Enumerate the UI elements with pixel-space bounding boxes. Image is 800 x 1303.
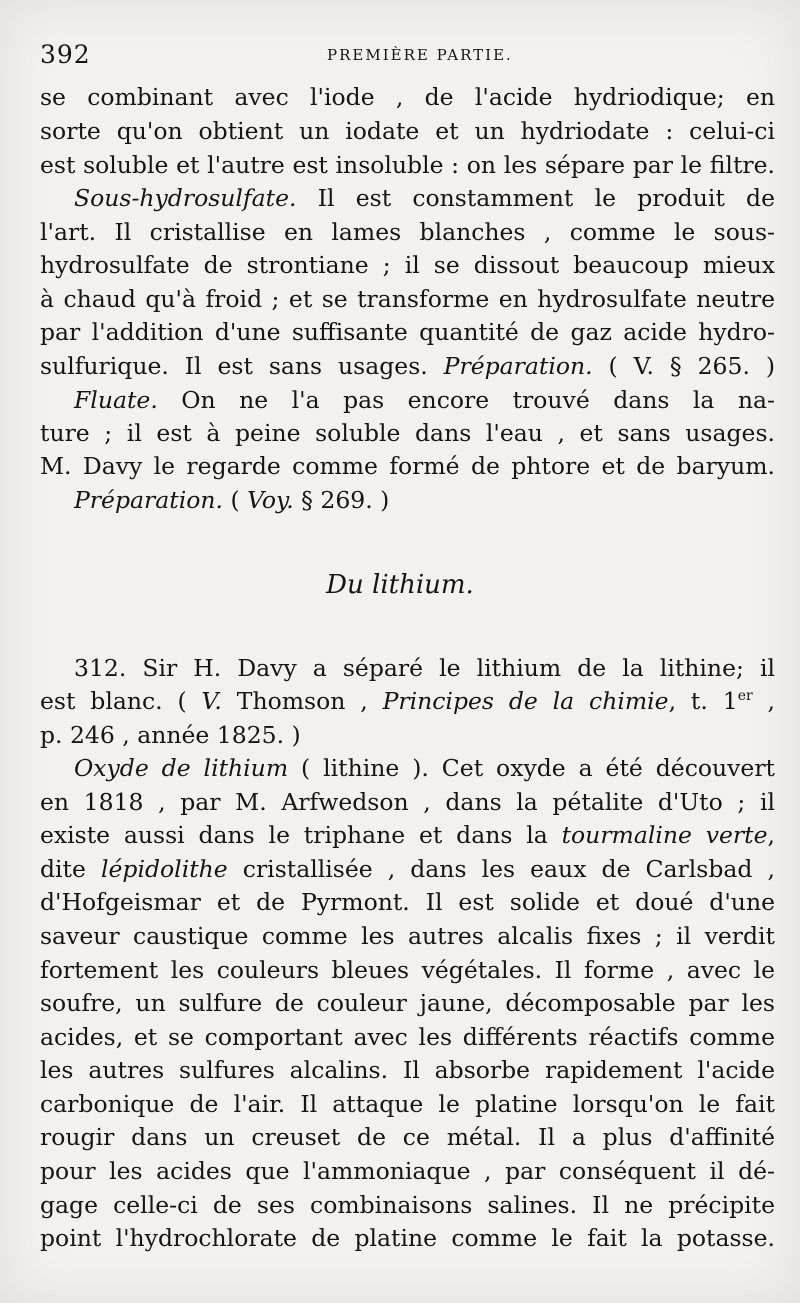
text-run: est blanc. ( — [40, 687, 202, 715]
text-run: ture ; il est à peine soluble dans l'eau , et sans usages. — [40, 419, 775, 447]
text-line — [40, 248, 775, 282]
text-run: point l'hydrochlorate de platine comme le fait la potasse. — [40, 1224, 775, 1252]
text-run: p. 246 , année 1825. ) — [40, 721, 301, 749]
text-run: rougir dans un creuset de ce métal. Il a plus d'affinité — [40, 1123, 775, 1151]
text-line — [40, 1221, 775, 1255]
text-line — [40, 1154, 775, 1188]
text-run: ( — [222, 486, 248, 514]
text-run: On ne l'a pas encore trouvé dans la na- — [157, 386, 775, 414]
italic-run: Préparation. — [74, 486, 223, 514]
text-line — [40, 114, 775, 148]
text-run: ( V. § 265. ) — [592, 352, 776, 380]
text-run: hydrosulfate de strontiane ; il se dissout beaucoup mieux — [40, 251, 775, 279]
text-run: l'art. Il cristallise en lames blanches , comme le sous- — [40, 218, 775, 246]
page-number: 392 — [40, 40, 91, 69]
italic-run: Du lithium. — [326, 570, 474, 600]
text-line — [74, 181, 775, 215]
text-line — [40, 852, 775, 886]
text-line — [40, 349, 775, 383]
text-run: gage celle-ci de ses combinaisons salines. Il ne précipite — [40, 1191, 775, 1219]
text-line — [74, 651, 775, 685]
text-run: est soluble et l'autre est insoluble : on les sépare par le filtre. — [40, 151, 775, 179]
text-line — [40, 986, 775, 1020]
text-run: sulfurique. Il est sans usages. — [40, 352, 444, 380]
text-run: sorte qu'on obtient un iodate et un hydriodate : celui-ci — [40, 117, 775, 145]
text-run: Il est constamment le produit de — [296, 184, 775, 212]
text-run: fortement les couleurs bleues végétales. Il forme , avec le — [40, 956, 775, 984]
italic-run: Sous-hydrosulfate. — [74, 184, 297, 212]
italic-run: V. — [201, 687, 222, 715]
text-run: acides, et se comportant avec les différents réactifs comme — [40, 1023, 775, 1051]
text-run: saveur caustique comme les autres alcalis fixes ; il verdit — [40, 922, 775, 950]
text-run: pour les acides que l'ammoniaque , par conséquent il dé- — [40, 1157, 775, 1185]
text-line — [40, 885, 775, 919]
italic-run: lépidolithe — [101, 855, 228, 883]
text-run: soufre, un sulfure de couleur jaune, décomposable par les — [40, 989, 775, 1017]
text-line — [40, 1087, 775, 1121]
text-run: les autres sulfures alcalins. Il absorbe rapidement l'acide — [40, 1056, 775, 1084]
text-run: , — [752, 687, 776, 715]
text-line — [40, 953, 775, 987]
text-run: M. Davy le regarde comme formé de phtore et de baryum. — [40, 452, 775, 480]
text-line — [40, 148, 775, 182]
italic-run: Principes de la chimie — [382, 687, 669, 715]
text-line — [40, 1020, 775, 1054]
text-line — [40, 718, 775, 752]
text-run: , — [767, 821, 775, 849]
text-line — [40, 315, 775, 349]
text-run: Thomson , — [221, 687, 383, 715]
text-line — [74, 751, 775, 785]
superscript: er — [737, 688, 753, 705]
text-run: existe aussi dans le triphane et dans la — [40, 821, 562, 849]
text-line — [74, 383, 775, 417]
text-line — [40, 1188, 775, 1222]
text-line — [40, 215, 775, 249]
text-line — [40, 684, 775, 718]
italic-run: tourmaline verte — [561, 821, 768, 849]
running-title: PREMIÈRE PARTIE. — [327, 46, 513, 64]
text-run: dite — [40, 855, 101, 883]
text-run: ( lithine ). Cet oxyde a été découvert — [288, 754, 776, 782]
italic-run: Voy. — [247, 486, 294, 514]
text-run: cristallisée , dans les eaux de Carlsbad , — [227, 855, 775, 883]
text-line — [40, 282, 775, 316]
text-line — [74, 483, 775, 517]
text-run: par l'addition d'une suffisante quantité de gaz acide hydro- — [40, 318, 775, 346]
text-run: carbonique de l'air. Il attaque le platine lorsqu'on le fait — [40, 1090, 775, 1118]
text-line — [40, 919, 775, 953]
text-line — [40, 1053, 775, 1087]
text-line — [40, 818, 775, 852]
text-run: à chaud qu'à froid ; et se transforme en hydrosulfate neutre — [40, 285, 775, 313]
text-line — [40, 449, 775, 483]
italic-run: Préparation. — [443, 352, 593, 380]
text-run: se combinant avec l'iode , de l'acide hydriodique; en — [40, 83, 775, 111]
italic-run: Fluate. — [74, 386, 158, 414]
text-run: , t. 1 — [668, 687, 738, 715]
italic-run: Oxyde de lithium — [74, 754, 289, 782]
section-heading — [0, 568, 800, 602]
text-run: 312. Sir H. Davy a séparé le lithium de la lithine; il — [74, 654, 775, 682]
text-run: en 1818 , par M. Arfwedson , dans la pétalite d'Uto ; il — [40, 788, 775, 816]
text-line — [40, 785, 775, 819]
text-line — [40, 1120, 775, 1154]
text-line — [40, 416, 775, 450]
text-run: § 269. ) — [293, 486, 390, 514]
text-run: d'Hofgeismar et de Pyrmont. Il est solide et doué d'une — [40, 888, 775, 916]
running-head — [40, 40, 775, 70]
text-line — [40, 80, 775, 114]
